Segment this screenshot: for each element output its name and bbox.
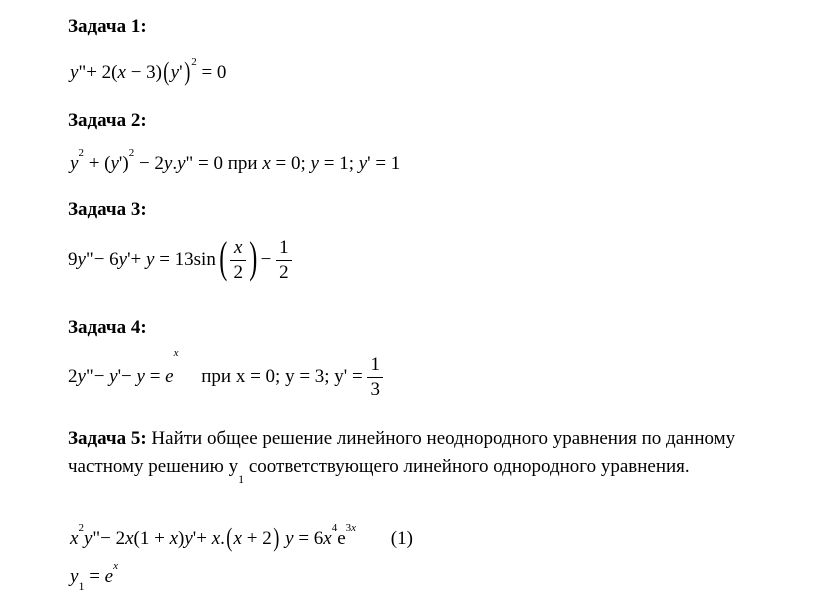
task-3-heading: Задача 3: [68,199,147,220]
task-2-condition-word: при [227,153,258,174]
task-5-particular-solution: $y_1 = e^x$ [70,560,118,593]
task-1-equation: y"+ $2(x - 3)(y')^2 = 0$ [70,56,227,86]
fraction-1-over-2: $\frac{1}{2}$ [276,236,292,285]
task-3-equation: 9y"− 6y'+ y = 13sin( $\frac{x}{2}$ ) − $\frac{1}{2}$ [68,236,292,285]
task-2-equation: $y^2 + (y')^2 - 2y.y$" = 0 при x = 0; y = 1; y' = 1 [70,147,401,174]
task-2-heading: Задача 2: [68,110,147,131]
task-5-heading: Задача 5: [68,428,147,449]
task-5-equation-number: (1) [390,528,413,549]
task-4-equation: 2y"− $y'- y = e^x$ при x = 0; y = 3; y' = $\frac{1}{3}$ [68,353,383,402]
fraction-x-over-2: $\frac{x}{2}$ [230,236,246,285]
fraction-1-over-3: $\frac{1}{3}$ [367,353,383,402]
task-4-condition: при x = 0; y = 3; y' = [201,365,363,387]
task-1-heading: Задача 1: [68,16,147,37]
task-5-equation: $x^2y"- 2x(1 + x)y'+ x.(x + 2) y = 6x^4e^{3x}$ (1) [70,522,413,552]
task-5-text: Задача 5: Найти общее решение линейного неоднородного уравнения по данному частному решению $y_1$ соответствующего линейного однородного уравнения. [68,428,736,486]
task-4-heading: Задача 4: [68,317,147,338]
